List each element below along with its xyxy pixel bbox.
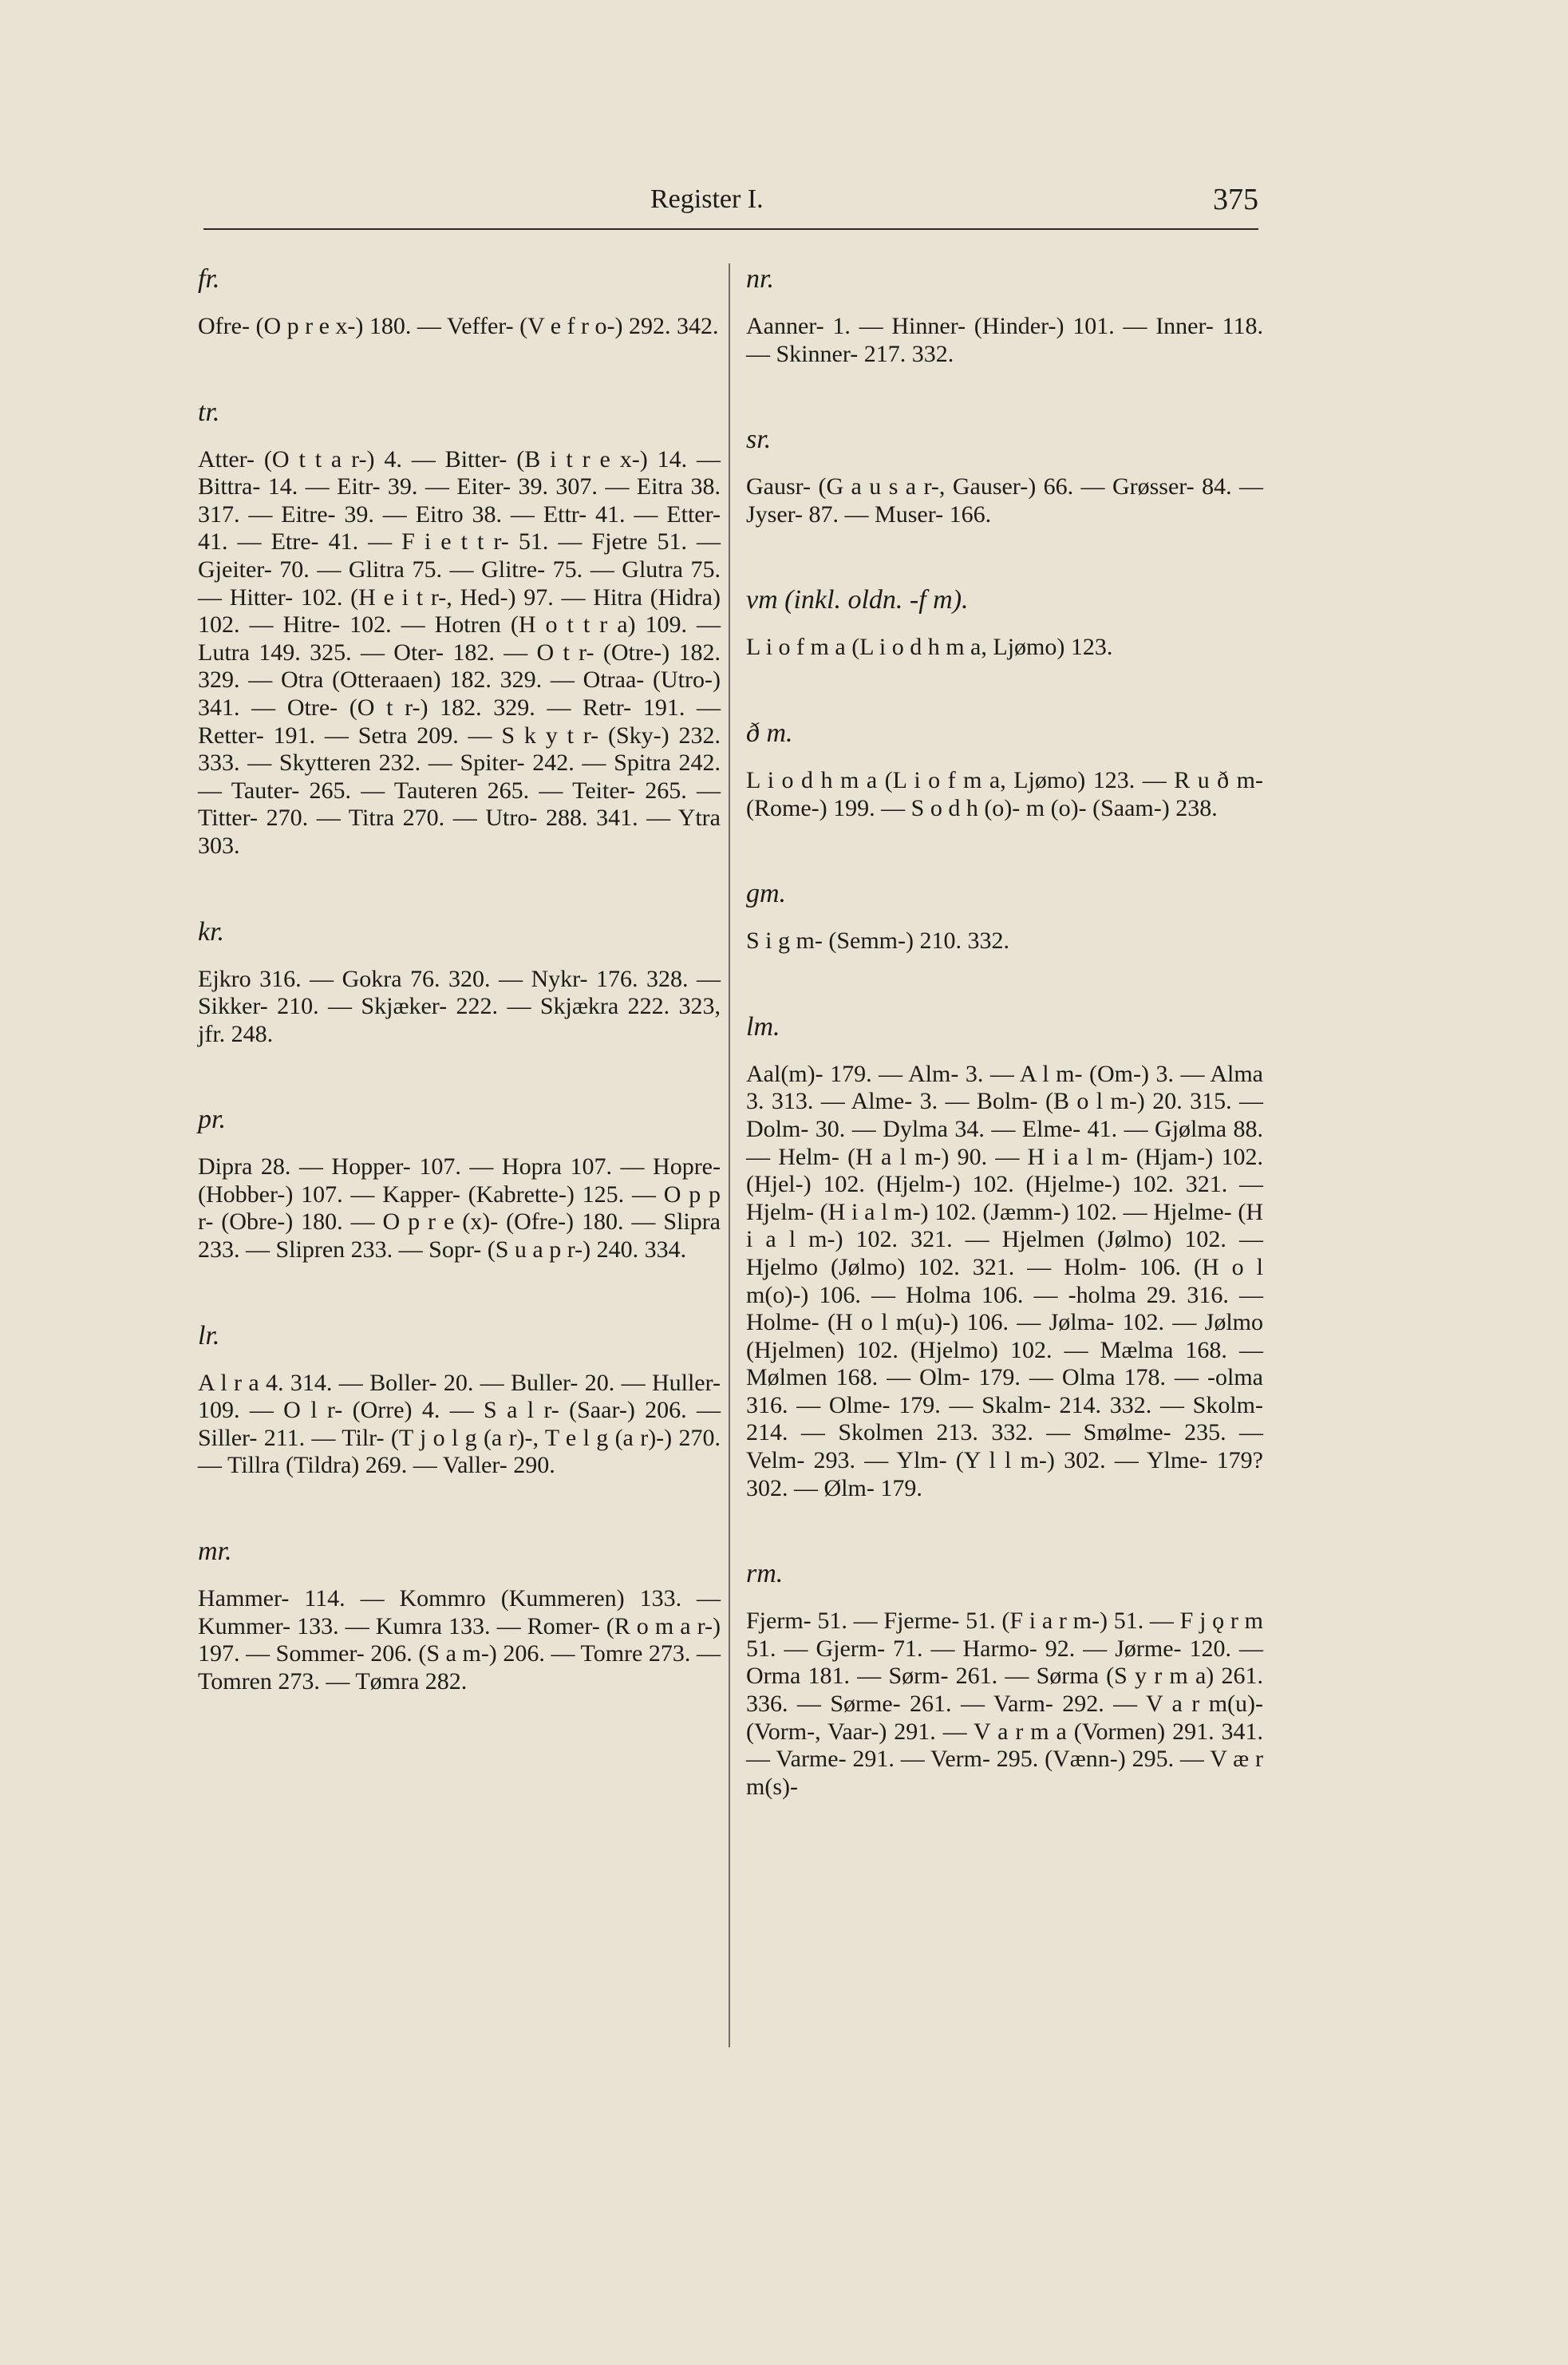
section-entries: Hammer- 114. — Kommro (Kummeren) 133. — Kummer- 133. — Kumra 133. — Romer- (R o m a r-) 197. — Sommer- 206. (S a m-) 206. — Tomre 273. — Tomren 273. — Tømra 282. [198,1585,721,1695]
section-heading: fr. [198,264,220,294]
section-heading: gm. [746,879,787,909]
section-heading: nr. [746,264,774,294]
running-title: Register I. [650,184,764,214]
section-entries: Gausr- (G a u s a r-, Gauser-) 66. — Grøsser- 84. — Jyser- 87. — Muser- 166. [746,473,1263,528]
section-pr [198,1104,721,1264]
section-sr [746,424,1263,528]
header-rule [203,228,1258,230]
section-entries: Fjerm- 51. — Fjerme- 51. (F i a r m-) 51. — F j ǫ r m 51. — Gjerm- 71. — Harmo- 92. — Jørme- 120. — Orma 181. — Sørm- 261. — Sørma (S y r m a) 261. 336. — Sørme- 261. — Varm- 292. — V a r m(u)- (Vorm-, Vaar-) 291. — V a r m a (Vormen) 291. 341. — Varme- 291. — Verm- 295. (Vænn-) 295. — V æ r m(s)- [746,1608,1263,1800]
section-nr [746,263,1263,368]
section-heading: mr. [198,1536,232,1567]
section-entries: Ofre- (O p r e x-) 180. — Veffer- (V e f r o-) 292. 342. [198,313,719,339]
section-heading: lm. [746,1011,780,1042]
section-kr [198,916,721,1049]
section-entries: Dipra 28. — Hopper- 107. — Hopra 107. — Hopre- (Hobber-) 107. — Kapper- (Kabrette-) 125. — O p p r- (Obre-) 180. — O p r e (x)- (Ofre-) 180. — Slipra 233. — Slipren 233. — Sopr- (S u a p r-) 240. 334. [198,1153,721,1264]
section-entries: L i o f m a (L i o d h m a, Ljømo) 123. [746,634,1113,661]
section-mr [198,1536,721,1695]
section-heading: lr. [198,1320,220,1351]
column-divider [729,263,730,2047]
section-entries: Ejkro 316. — Gokra 76. 320. — Nykr- 176. 328. — Sikker- 210. — Skjæker- 222. — Skjækra 222. 323, jfr. 248. [198,965,721,1047]
section-entries: Aal(m)- 179. — Alm- 3. — A l m- (Om-) 3. — Alma 3. 313. — Alme- 3. — Bolm- (B o l m-) 20. 315. — Dolm- 30. — Dylma 34. — Elme- 41. — Gjølma 88. — Helm- (H a l m-) 90. — H i a l m- (Hjam-) 102. (Hjel-) 102. (Hjelm-) 102. (Hjelme-) 102. 321. — Hjelm- (H i a l m-) 102. (Jæmm-) 102. — Hjelme- (H i a l m-) 102. 321. — Hjelmen (Jølmo) 102. — Hjelmo (Jølmo) 102. 321. — Holm- 106. (H o l m(o)-) 106. — Holma 106. — -holma 29. 316. — Holme- (H o l m(u)-) 106. — Jølma- 102. — Jølmo (Hjelmen) 102. (Hjelmo) 102. — Mælma 168. — Mølmen 168. — Olm- 179. — Olma 178. — -olma 316. — Olme- 179. — Skalm- 214. 332. — Skolm- 214. — Skolmen 213. 332. — Smølme- 235. — Velm- 293. — Ylm- (Y l l m-) 302. — Ylme- 179? 302. — Ølm- 179. [746,1060,1263,1501]
section-heading: sr. [746,425,772,455]
section-entries: A l r a 4. 314. — Boller- 20. — Buller- 20. — Huller- 109. — O l r- (Orre) 4. — S a l r- (Saar-) 206. — Siller- 211. — Tilr- (T j o l g (a r)-, T e l g (a r)-) 270. — Tillra (Tildra) 269. — Valler- 290. [198,1369,721,1479]
section-tr [198,397,721,860]
section-lm [746,1011,1263,1503]
section-dhm [746,718,1263,822]
section-lr [198,1320,721,1480]
left-column [198,263,721,1751]
right-column [746,263,1263,1857]
section-heading: kr. [198,916,225,947]
section-fr [198,263,721,341]
section-entries: S i g m- (Semm-) 210. 332. [746,927,1009,955]
section-vm [746,584,1263,662]
section-heading: ð m. [746,718,793,748]
section-entries: L i o d h m a (L i o f m a, Ljømo) 123. — R u ð m- (Rome-) 199. — S o d h (o)- m (o)- (Saam-) 238. [746,766,1263,821]
page-number: 375 [1213,183,1258,216]
section-entries: Atter- (O t t a r-) 4. — Bitter- (B i t r e x-) 14. — Bittra- 14. — Eitr- 39. — Eiter- 39. 307. — Eitra 38. 317. — Eitre- 39. — Eitro 38. — Ettr- 41. — Etter- 41. — Etre- 41. — F i e t t r- 51. — Fjetre 51. — Gjeiter- 70. — Glitra 75. — Glitre- 75. — Glutra 75. — Hitter- 102. (H e i t r-, Hed-) 97. — Hitra (Hidra) 102. — Hitre- 102. — Hotren (H o t t r a) 109. — Lutra 149. 325. — Oter- 182. — O t r- (Otre-) 182. 329. — Otra (Otteraaen) 182. 329. — Otraa- (Utro-) 341. — Otre- (O t r-) 182. 329. — Retr- 191. — Retter- 191. — Setra 209. — S k y t r- (Sky-) 232. 333. — Skytteren 232. — Spiter- 242. — Spitra 242. — Tauter- 265. — Tauteren 265. — Teiter- 265. — Titter- 270. — Titra 270. — Utro- 288. 341. — Ytra 303. [198,445,721,859]
section-gm [746,878,1263,955]
page-header [203,182,1258,230]
section-heading: vm (inkl. oldn. -f m). [746,585,969,615]
section-heading: tr. [198,397,220,427]
section-entries: Aanner- 1. — Hinner- (Hinder-) 101. — Inner- 118. — Skinner- 217. 332. [746,313,1263,367]
section-rm [746,1558,1263,1801]
section-heading: pr. [198,1105,226,1135]
section-heading: rm. [746,1559,784,1589]
